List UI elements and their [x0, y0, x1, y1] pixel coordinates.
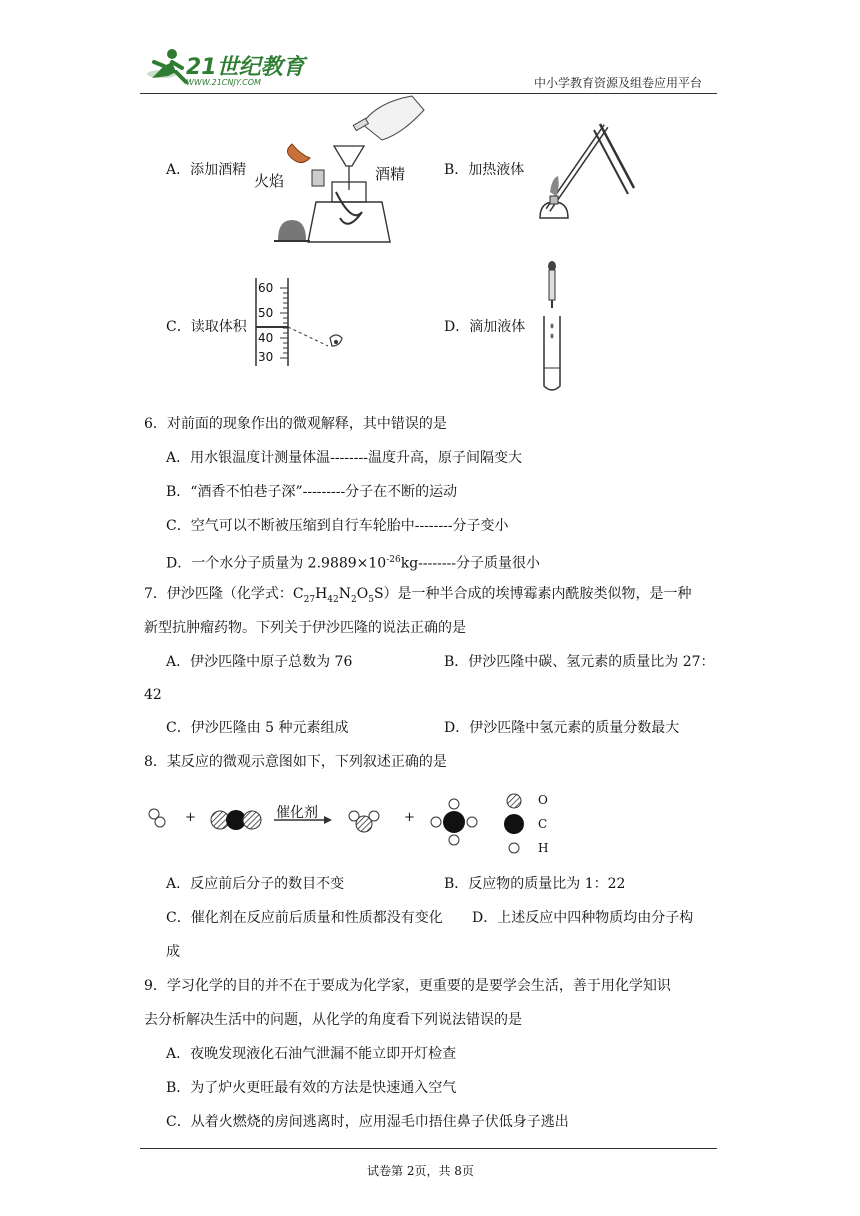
header-right-text: 中小学教育资源及组卷应用平台	[534, 76, 703, 90]
q9-stem-line2: 去分析解决生活中的问题，从化学的角度看下列说法错误的是	[144, 1012, 522, 1028]
legend-h: H	[538, 841, 549, 855]
q7-option-d: D．伊沙匹隆中氢元素的质量分数最大	[444, 720, 680, 736]
q9-option-a: A．夜晚发现液化石油气泄漏不能立即开灯检查	[166, 1046, 457, 1062]
q7-option-b-cont: 42	[144, 687, 162, 703]
q7-sub-n: 2	[351, 594, 357, 605]
q5-option-d: D．滴加液体	[444, 319, 526, 335]
q7-option-c: C．伊沙匹隆由 5 种元素组成	[166, 720, 349, 736]
q7-option-b: B．伊沙匹隆中碳、氢元素的质量比为 27：	[444, 654, 715, 670]
q7-stem-pre: 7．伊沙匹隆（化学式：C	[144, 586, 304, 602]
logo	[142, 44, 312, 94]
q7-option-a: A．伊沙匹隆中原子总数为 76	[166, 654, 353, 670]
q9-stem-line1: 9．学习化学的目的并不在于要成为化学家，更重要的是要学会生活，善于用化学知识	[144, 978, 671, 994]
figure-label-flame: 火焰	[254, 172, 285, 190]
q6-option-d	[166, 550, 540, 574]
cylinder-tick-30: 30	[258, 350, 274, 364]
q8-option-d: D．上述反应中四种物质均由分子构	[472, 910, 694, 926]
cylinder-tick-40: 40	[258, 331, 274, 345]
q8-option-c: C．催化剂在反应前后质量和性质都没有变化	[166, 910, 443, 926]
cylinder-tick-60: 60	[258, 281, 274, 295]
legend-o: O	[538, 793, 548, 807]
q7-stem-post: S）是一种半合成的埃博霉素内酰胺类似物，是一种	[373, 586, 692, 602]
q5-option-c: C．读取体积	[166, 319, 247, 335]
q7-stem	[144, 584, 692, 610]
q6-option-d-post: kg--------分子质量很小	[400, 555, 541, 572]
q8-option-d-cont: 成	[166, 944, 180, 960]
q6-option-a: A．用水银温度计测量体温--------温度升高，原子间隔变大	[166, 450, 522, 466]
q7-n: N	[338, 586, 351, 602]
q9-option-b: B．为了炉火更旺最有效的方法是快速通入空气	[166, 1080, 457, 1096]
logo-text: 21世纪教育	[186, 55, 305, 80]
q5-option-a: A．添加酒精	[166, 162, 247, 178]
q8-option-b: B．反应物的质量比为 1：22	[444, 876, 626, 892]
q6-stem: 6．对前面的现象作出的微观解释，其中错误的是	[144, 416, 447, 432]
q6-option-c: C．空气可以不断被压缩到自行车轮胎中--------分子变小	[166, 518, 509, 534]
dropper-test-tube-figure	[538, 258, 568, 394]
q7-stem-line2: 新型抗肿瘤药物。下列关于伊沙匹隆的说法正确的是	[144, 620, 466, 636]
reaction-diagram	[140, 786, 580, 858]
q7-sub-o: 5	[368, 594, 374, 605]
q8-stem: 8．某反应的微观示意图如下，下列叙述正确的是	[144, 754, 447, 770]
q9-option-c: C．从着火燃烧的房间逃离时，应用湿毛巾捂住鼻子伏低身子逃出	[166, 1114, 569, 1130]
heating-test-tube-figure	[530, 118, 640, 228]
page-number: 试卷第 2页，共 8页	[367, 1164, 474, 1178]
figure-label-alcohol: 酒精	[375, 165, 406, 183]
logo-url: WWW.21CNJY.COM	[186, 78, 261, 87]
cylinder-tick-50: 50	[258, 306, 274, 320]
q7-sub-c: 27	[303, 594, 316, 605]
q8-option-a: A．反应前后分子的数目不变	[166, 876, 345, 892]
q6-option-d-pre: D．一个水分子质量为 2.9889×10	[166, 555, 387, 572]
q8-catalyst-label: 催化剂	[276, 805, 318, 821]
q5-option-b: B．加热液体	[444, 162, 525, 178]
legend-c: C	[538, 817, 548, 831]
q7-sub-h: 42	[327, 594, 339, 605]
q8-plus-1: +	[185, 810, 196, 825]
q6-option-d-exp: -26	[386, 555, 401, 565]
q6-option-b: B．“酒香不怕巷子深”---------分子在不断的运动	[166, 484, 458, 500]
q7-h: H	[315, 586, 328, 602]
q8-plus-2: +	[404, 810, 415, 825]
q7-o: O	[356, 586, 369, 602]
footer-divider	[140, 1148, 717, 1149]
